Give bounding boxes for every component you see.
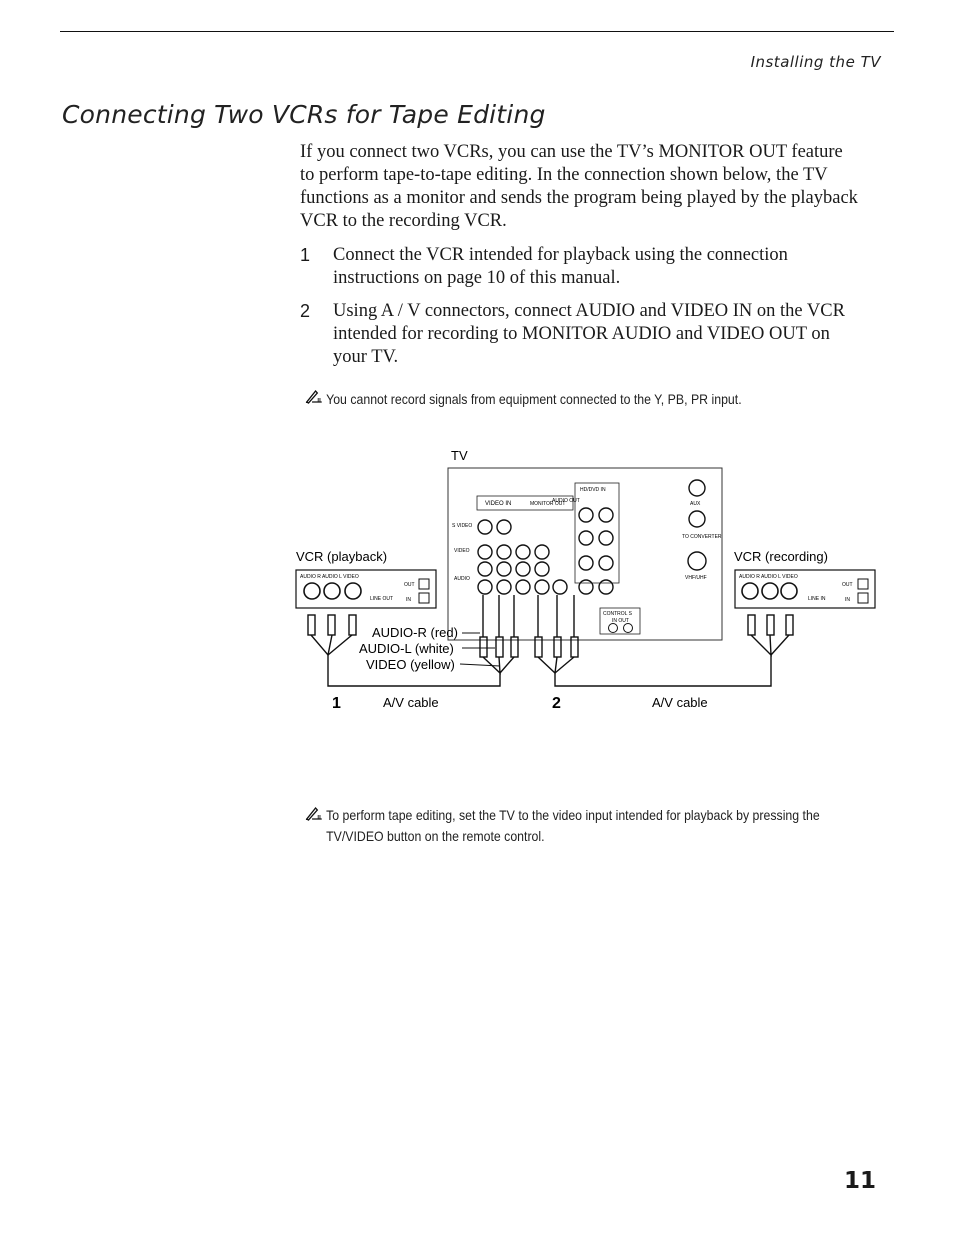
video-label: VIDEO	[454, 548, 470, 554]
step-text: Using A / V connectors, connect AUDIO and VIDEO IN on the VCR intended for recording to MONITOR AUDIO and VIDEO OUT on your TV.	[333, 301, 845, 367]
intro-paragraph: If you connect two VCRs, you can use the TV’s MONITOR OUT feature to perform tape-to-tape editing. In the connection shown below, the TV functions as a monitor and sends the program being played by the playback VCR to the recording VCR.	[300, 142, 858, 231]
monitor-out-label: MONITOR OUT	[530, 501, 566, 507]
section-title: Connecting Two VCRs for Tape Editing	[62, 100, 546, 129]
hd-dvd-label: HD/DVD IN	[580, 487, 606, 493]
svg-text:OUT: OUT	[842, 582, 853, 588]
vhf-uhf-jack	[688, 552, 706, 570]
video-in-label: VIDEO IN	[485, 501, 512, 507]
cable-audio-r-label: AUDIO-R (red)	[372, 625, 458, 640]
tv-label: TV	[451, 448, 468, 463]
tv-jack-grid	[478, 508, 613, 594]
svg-text:AUDIO R AUDIO L VIDEO: AUDIO R AUDIO L VIDEO	[739, 574, 798, 580]
step-text: Connect the VCR intended for playback using the connection instructions on page 10 of this manual.	[333, 245, 788, 288]
svg-text:OUT: OUT	[404, 582, 415, 588]
step-number: 1	[300, 245, 311, 265]
running-head: Installing the TV	[750, 53, 881, 71]
cable-2-number: 2	[552, 695, 561, 712]
note-text: You cannot record signals from equipment connected to the Y, PB, PR input.	[326, 391, 742, 407]
note-tape-editing	[305, 805, 868, 847]
note-record-restriction	[305, 388, 833, 410]
svg-text:LINE OUT: LINE OUT	[370, 596, 394, 602]
page-number: 11	[843, 1168, 876, 1194]
audio-label: AUDIO	[454, 576, 470, 582]
cable-video-label: VIDEO (yellow)	[366, 657, 455, 672]
control-s-in-out: IN OUT	[612, 618, 629, 624]
connection-diagram	[290, 440, 890, 720]
step-number: 2	[300, 301, 311, 321]
note-text: To perform tape editing, set the TV to the video input intended for playback by pressing the TV/VIDEO button on the remote control.	[326, 807, 820, 844]
cable-1-label: A/V cable	[383, 695, 439, 710]
to-converter-label: TO CONVERTER	[682, 534, 722, 540]
note-pencil-icon	[305, 805, 326, 827]
svg-text:IN: IN	[845, 597, 850, 603]
header-rule	[60, 31, 894, 32]
aux-jack	[689, 480, 705, 496]
cable-1-number: 1	[332, 695, 341, 712]
control-s-label: CONTROL S	[603, 611, 632, 617]
converter-jack	[689, 511, 705, 527]
cable-2-label: A/V cable	[652, 695, 708, 710]
vhf-uhf-label: VHF/UHF	[685, 575, 707, 581]
vcr-playback-label: VCR (playback)	[296, 549, 388, 564]
note-pencil-icon	[305, 388, 326, 410]
svg-text:IN: IN	[406, 597, 411, 603]
svg-text:AUDIO R AUDIO L VIDEO: AUDIO R AUDIO L VIDEO	[300, 574, 359, 580]
tv-rear-panel	[448, 468, 722, 640]
s-video-label: S VIDEO	[452, 523, 473, 529]
cable-audio-l-label: AUDIO-L (white)	[359, 641, 454, 656]
audio-out-label: AUDIO OUT	[552, 498, 580, 504]
vcr-recording-label: VCR (recording)	[734, 549, 828, 564]
aux-label: AUX	[690, 501, 701, 507]
svg-text:LINE IN: LINE IN	[808, 596, 826, 602]
